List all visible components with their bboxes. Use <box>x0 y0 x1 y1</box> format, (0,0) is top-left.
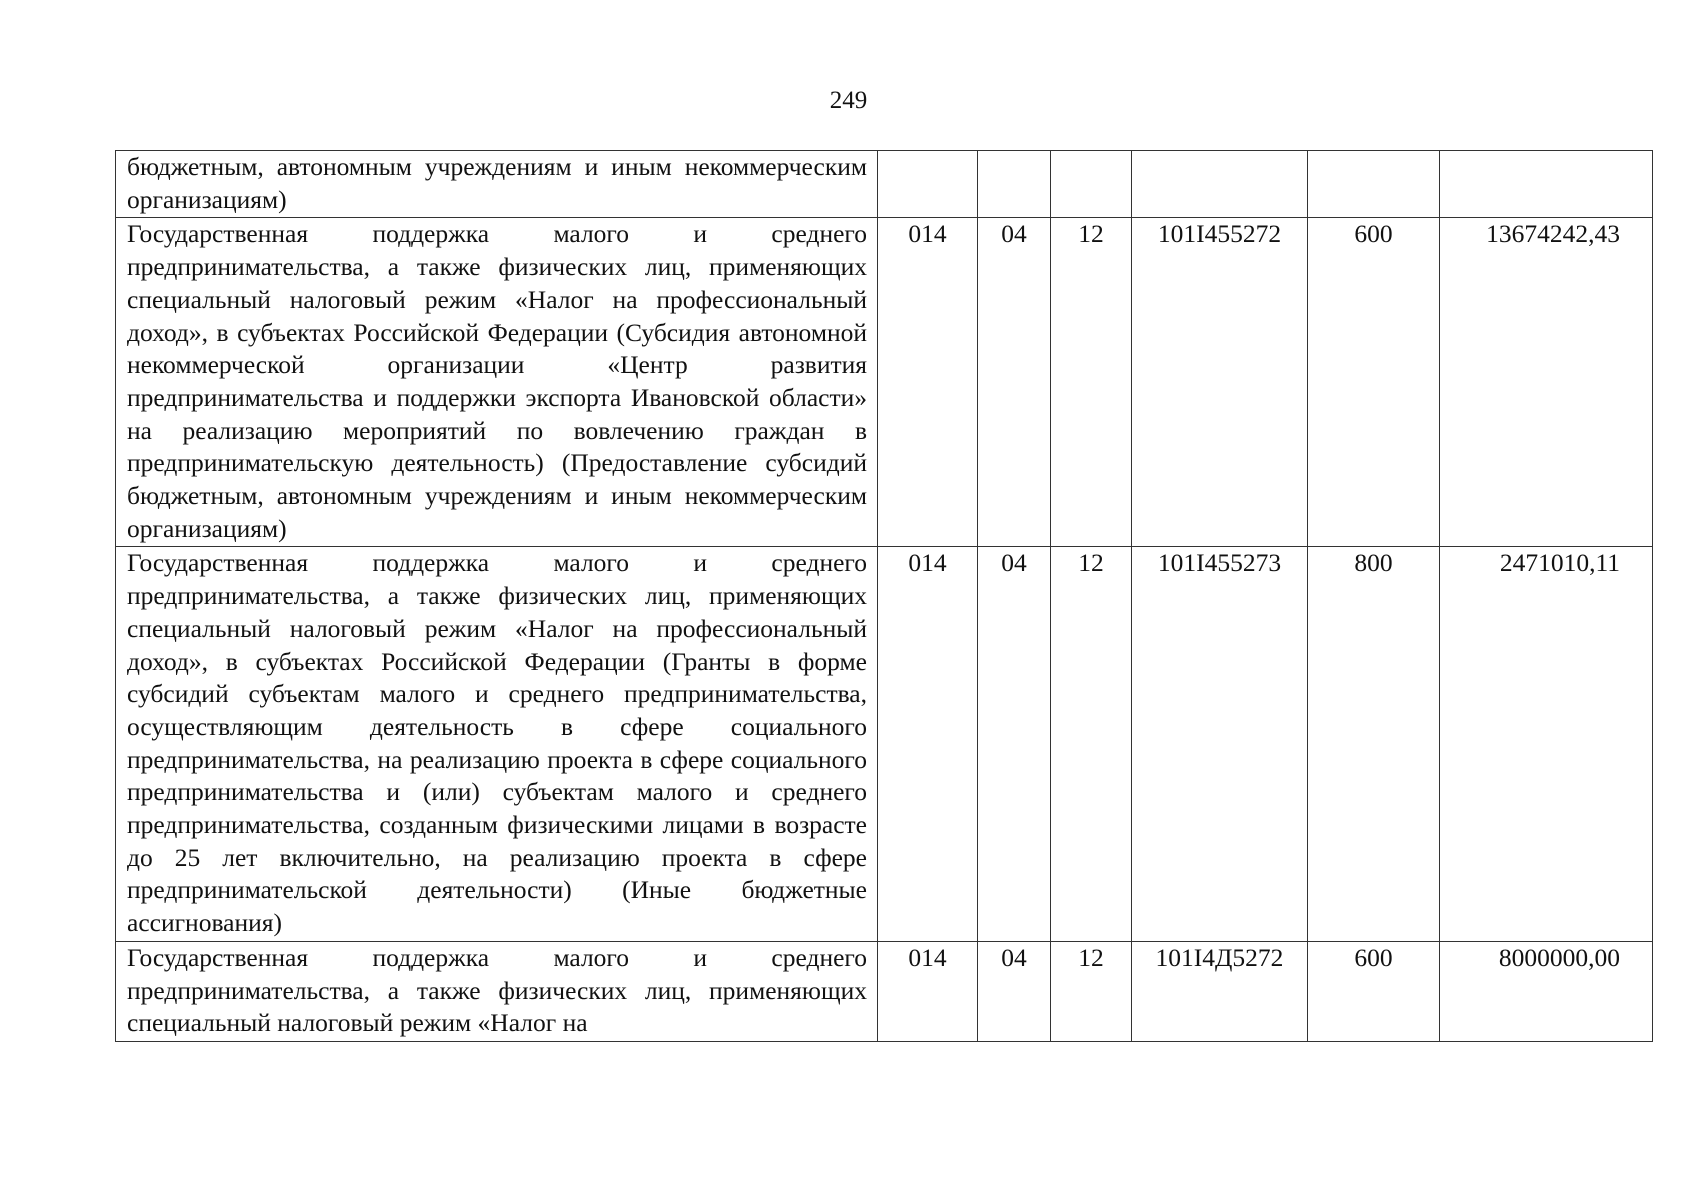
row-amount: 13674242,43 <box>1440 218 1653 547</box>
row-description: Государственная поддержка малого и среднего предпринимательства, а также физических лиц, применяющих специальный налоговый режим «Налог на <box>116 941 878 1041</box>
table-row <box>116 151 1653 218</box>
table-row <box>116 547 1653 941</box>
row-amount: 2471010,11 <box>1440 547 1653 941</box>
row-grbs-code: 014 <box>878 941 978 1041</box>
page-number: 249 <box>829 87 868 114</box>
row-description: бюджетным, автономным учреждениям и иным некоммерческим организациям) <box>116 151 878 218</box>
row-target-article: 101I455272 <box>1132 218 1308 547</box>
row-description: Государственная поддержка малого и среднего предпринимательства, а также физических лиц, применяющих специальный налоговый режим «Налог на профессиональный доход», в субъектах Российской Федерации (Субсидия автономной некоммерческой организации «Центр развития предпринимательства и поддержки экспорта Ивановской области» на реализацию мероприятий по вовлечению граждан в предпринимательскую деятельность) (Предоставление субсидий бюджетным, автономным учреждениям и иным некоммерческим организациям) <box>116 218 878 547</box>
row-expense-type <box>1308 151 1440 218</box>
row-grbs-code: 014 <box>878 547 978 941</box>
row-section-code: 04 <box>978 547 1051 941</box>
row-subsection-code: 12 <box>1051 547 1132 941</box>
table-row <box>116 218 1653 547</box>
row-target-article: 101I455273 <box>1132 547 1308 941</box>
row-target-article <box>1132 151 1308 218</box>
row-subsection-code: 12 <box>1051 218 1132 547</box>
budget-table <box>115 150 1653 1042</box>
row-subsection-code <box>1051 151 1132 218</box>
row-grbs-code <box>878 151 978 218</box>
row-subsection-code: 12 <box>1051 941 1132 1041</box>
row-expense-type: 600 <box>1308 941 1440 1041</box>
row-grbs-code: 014 <box>878 218 978 547</box>
row-description: Государственная поддержка малого и среднего предпринимательства, а также физических лиц, применяющих специальный налоговый режим «Налог на профессиональный доход», в субъектах Российской Федерации (Гранты в форме субсидий субъектам малого и среднего предпринимательства, осуществляющим деятельность в сфере социального предпринимательства, на реализацию проекта в сфере социального предпринимательства и (или) субъектам малого и среднего предпринимательства, созданным физическими лицами в возрасте до 25 лет включительно, на реализацию проекта в сфере предпринимательской деятельности) (Иные бюджетные ассигнования) <box>116 547 878 941</box>
row-section-code: 04 <box>978 218 1051 547</box>
row-section-code <box>978 151 1051 218</box>
row-target-article: 101I4Д5272 <box>1132 941 1308 1041</box>
row-expense-type: 600 <box>1308 218 1440 547</box>
row-section-code: 04 <box>978 941 1051 1041</box>
row-expense-type: 800 <box>1308 547 1440 941</box>
table-row <box>116 941 1653 1041</box>
row-amount: 8000000,00 <box>1440 941 1653 1041</box>
row-amount <box>1440 151 1653 218</box>
